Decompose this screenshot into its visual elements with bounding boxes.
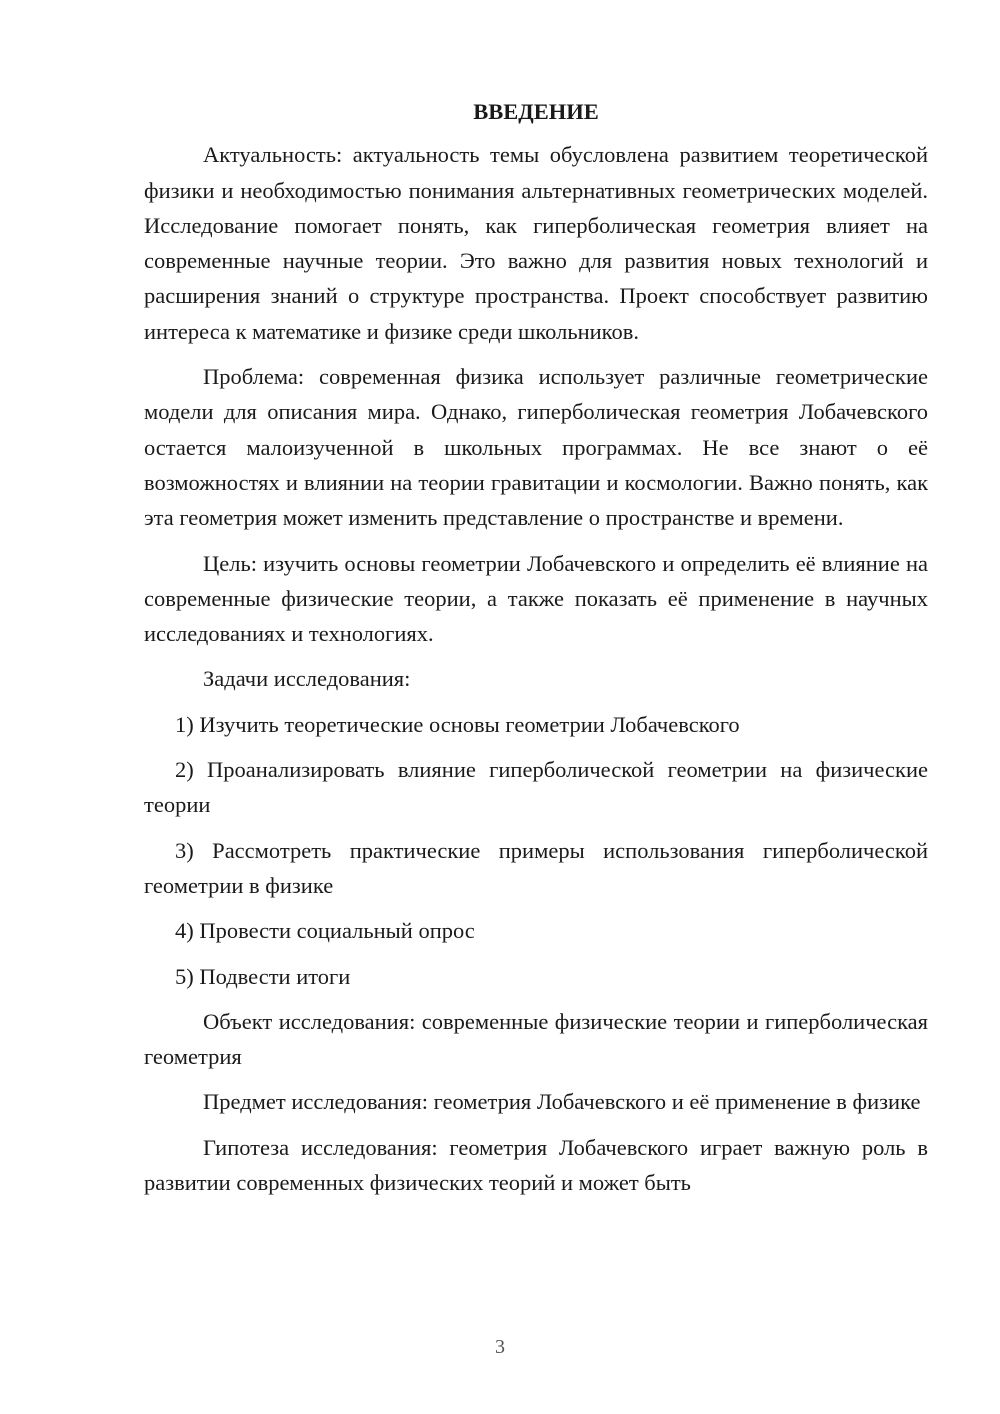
task-item-3: 3) Рассмотреть практические примеры использования гиперболической геометрии в физике (144, 837, 928, 898)
goal-paragraph: Цель: изучить основы геометрии Лобачевского и определить её влияние на современные физические теории, а также показать её применение в научных исследованиях и технологиях. (144, 550, 928, 647)
task-item-5: 5) Подвести итоги (175, 963, 351, 989)
problem-paragraph: Проблема: современная физика использует различные геометрические модели для описания мира. Однако, гиперболическая геометрия Лобачевского остается малоизученной в школьных программах. Не все знают о её возможностях и влиянии на теории гравитации и космологии. Важно понять, как эта геометрия может изменить представление о пространстве и времени. (144, 364, 928, 531)
tasks-heading: Задачи исследования: (203, 666, 411, 692)
hypothesis-paragraph: Гипотеза исследования: геометрия Лобачевского играет важную роль в развитии современных физических теорий и может быть (144, 1134, 928, 1196)
page-number: 3 (495, 1336, 505, 1358)
task-item-1: 1) Изучить теоретические основы геометрии Лобачевского (175, 711, 740, 737)
object-paragraph: Объект исследования: современные физические теории и гиперболическая геометрия (144, 1008, 928, 1070)
document-page (144, 94, 928, 1200)
relevance-paragraph: Актуальность: актуальность темы обусловлена развитием теоретической физики и необходимостью понимания альтернативных геометрических моделей. Исследование помогает понять, как гиперболическая геометрия влияет на современные научные теории. Это важно для развития новых технологий и расширения знаний о структуре пространства. Проект способствует развитию интереса к математике и физике среди школьников. (144, 142, 928, 344)
task-item-2: 2) Проанализировать влияние гиперболической геометрии на физические теории (144, 757, 928, 818)
task-item-4: 4) Провести социальный опрос (175, 918, 475, 944)
section-title: ВВЕДЕНИЕ (473, 99, 599, 124)
subject-paragraph: Предмет исследования: геометрия Лобачевского и её применение в физике (203, 1089, 921, 1115)
